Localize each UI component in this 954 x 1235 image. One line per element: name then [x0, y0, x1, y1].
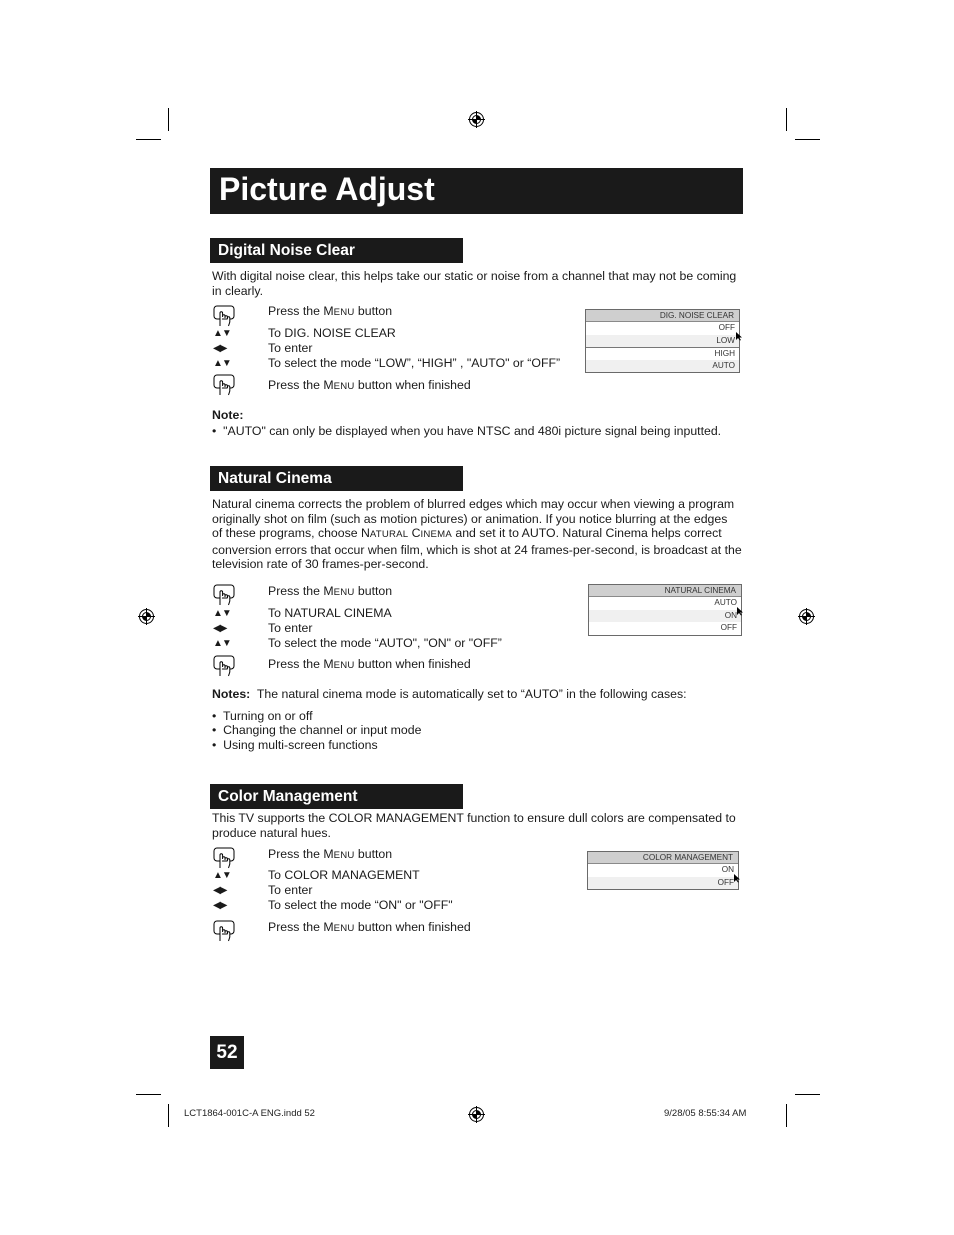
crop-mark	[168, 108, 169, 131]
step-press-menu: Press the MENU button	[268, 304, 393, 318]
crop-mark	[136, 139, 161, 140]
cursor-pointer-icon	[736, 606, 744, 616]
step-finish: Press the MENU button when finished	[268, 920, 471, 934]
note-heading: Note:	[212, 408, 244, 422]
step-enter: To enter	[268, 341, 313, 355]
osd-option: AUTO	[586, 360, 739, 372]
osd-option: AUTO	[714, 598, 737, 608]
osd-header: NATURAL CINEMA	[589, 585, 741, 597]
osd-menu-natural-cinema	[588, 584, 742, 636]
section-heading-natural-cinema: Natural Cinema	[210, 466, 463, 491]
osd-option: HIGH	[586, 347, 739, 359]
crop-mark	[168, 1104, 169, 1127]
step-select: To select the mode “ON" or "OFF"	[268, 898, 453, 912]
osd-option: OFF	[718, 323, 735, 333]
section-intro: Natural cinema corrects the problem of blurred edges which may occur when viewing a program originally shot on film (such as motion pictures) or animation. If you notice blurring at the edges of these programs, choose NATURAL CINEMA and set it to AUTO. Natural Cinema helps correct conversion errors that occur when film, which is shot at 24 frames-per-second, is broadcast at the television rate of 30 frames-per-second.	[212, 497, 742, 572]
list-item: • Changing the channel or input mode	[212, 723, 422, 737]
step-navigate: To DIG. NOISE CLEAR	[268, 326, 396, 340]
crop-mark	[795, 1094, 820, 1095]
up-down-arrow-icon: ▲▼	[213, 608, 231, 619]
crop-mark	[786, 1104, 787, 1127]
list-item: • Using multi-screen functions	[212, 738, 378, 752]
left-right-arrow-icon: ◀▶	[213, 885, 227, 896]
step-finish: Press the MENU button when finished	[268, 657, 471, 671]
hand-press-icon	[213, 374, 235, 396]
step-enter: To enter	[268, 883, 313, 897]
cursor-pointer-icon	[733, 873, 741, 883]
step-navigate: To COLOR MANAGEMENT	[268, 868, 420, 882]
registration-mark-icon	[468, 111, 485, 128]
page-title: Picture Adjust	[219, 171, 435, 207]
step-select: To select the mode “LOW”, “HIGH” , "AUTO" or “OFF”	[268, 356, 561, 370]
section-intro: With digital noise clear, this helps take our static or noise from a channel that may not be coming in clearly.	[212, 269, 737, 298]
left-right-arrow-icon: ◀▶	[213, 343, 227, 354]
left-right-arrow-icon: ◀▶	[213, 900, 227, 911]
up-down-arrow-icon: ▲▼	[213, 870, 231, 881]
hand-press-icon	[213, 584, 235, 606]
footer-file-info: LCT1864-001C-A ENG.indd 52	[184, 1108, 315, 1119]
registration-mark-icon	[468, 1106, 485, 1123]
crop-mark	[136, 1094, 161, 1095]
step-press-menu: Press the MENU button	[268, 584, 393, 598]
registration-mark-icon	[798, 608, 815, 625]
osd-option: LOW	[586, 335, 739, 347]
notes-line: Notes: The natural cinema mode is automatically set to “AUTO” in the following cases:	[212, 687, 687, 701]
osd-menu-color-management	[587, 851, 739, 890]
section-intro: This TV supports the COLOR MANAGEMENT function to ensure dull colors are compensated to produce natural hues.	[212, 811, 736, 840]
step-press-menu: Press the MENU button	[268, 847, 393, 861]
hand-press-icon	[213, 305, 235, 327]
step-navigate: To NATURAL CINEMA	[268, 606, 392, 620]
osd-header: COLOR MANAGEMENT	[588, 852, 738, 864]
note-item: • "AUTO" can only be displayed when you have NTSC and 480i picture signal being inputted.	[212, 424, 722, 438]
hand-press-icon	[213, 847, 235, 869]
up-down-arrow-icon: ▲▼	[213, 358, 231, 369]
osd-header: DIG. NOISE CLEAR	[586, 310, 739, 322]
cursor-pointer-icon	[735, 331, 743, 341]
step-enter: To enter	[268, 621, 313, 635]
osd-option: OFF	[720, 623, 737, 633]
section-heading-color-management: Color Management	[210, 784, 463, 809]
up-down-arrow-icon: ▲▼	[213, 328, 231, 339]
osd-option: ON	[721, 865, 734, 875]
crop-mark	[786, 108, 787, 131]
crop-mark	[795, 139, 820, 140]
page-number: 52	[210, 1036, 244, 1069]
osd-menu-dig-noise-clear	[585, 309, 740, 373]
up-down-arrow-icon: ▲▼	[213, 638, 231, 649]
step-finish: Press the MENU button when finished	[268, 378, 471, 392]
page-title-bar	[210, 168, 743, 214]
registration-mark-icon	[138, 608, 155, 625]
footer-timestamp: 9/28/05 8:55:34 AM	[664, 1108, 747, 1119]
osd-option: ON	[589, 610, 741, 622]
left-right-arrow-icon: ◀▶	[213, 623, 227, 634]
step-select: To select the mode “AUTO", "ON" or "OFF”	[268, 636, 502, 650]
osd-option: OFF	[588, 877, 738, 889]
section-heading-digital-noise-clear: Digital Noise Clear	[210, 238, 463, 263]
hand-press-icon	[213, 920, 235, 942]
hand-press-icon	[213, 655, 235, 677]
list-item: • Turning on or off	[212, 709, 313, 723]
